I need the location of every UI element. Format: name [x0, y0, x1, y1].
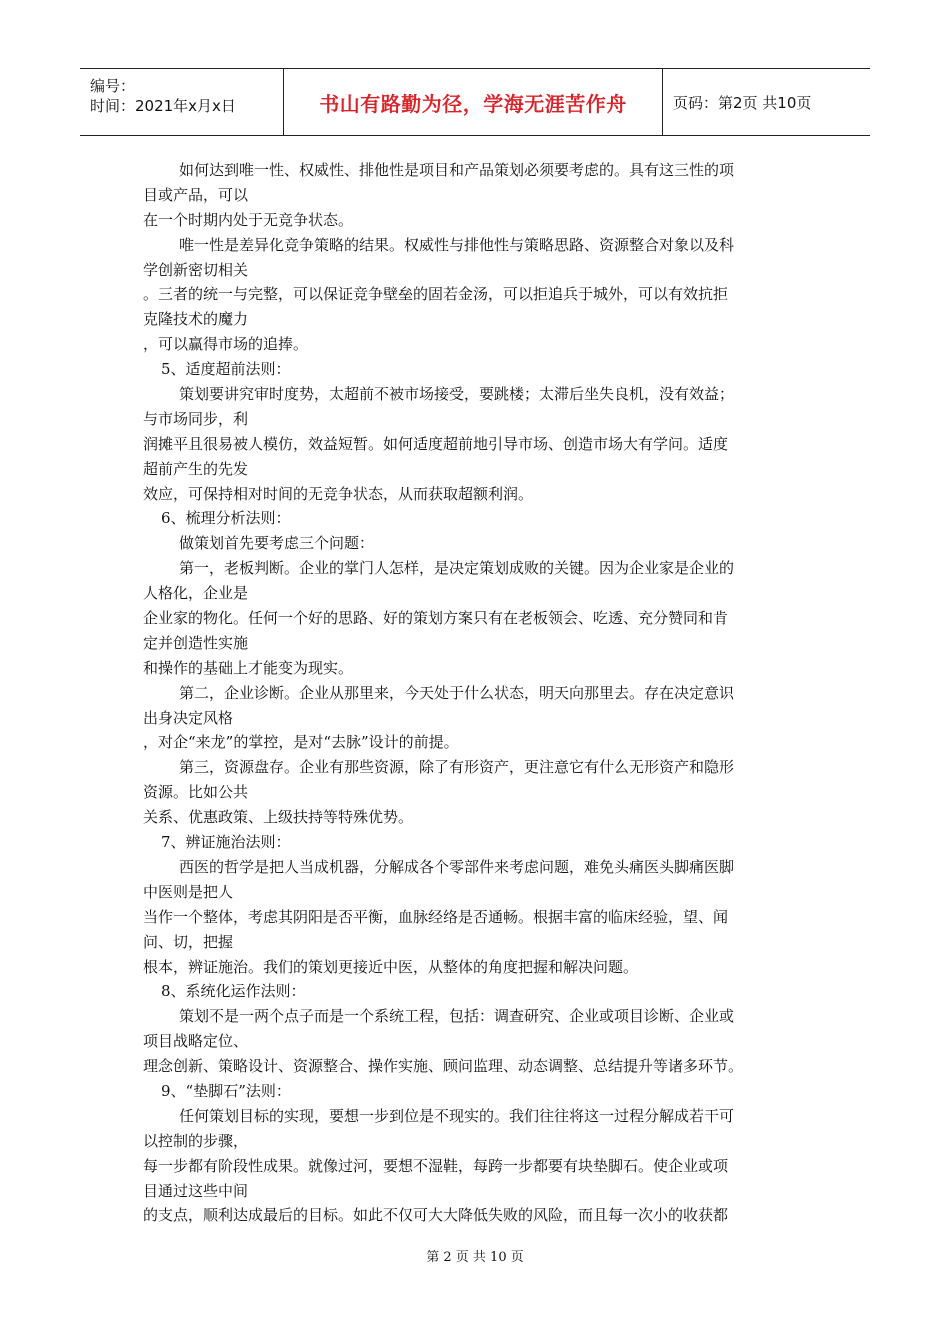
text-line: ，可以赢得市场的追捧。 [143, 335, 309, 354]
text-line: 的支点，顺利达成最后的目标。如此不仅可大大降低失败的风险，而且每一次小的收获都 [143, 1206, 729, 1225]
text-line: 8、系统化运作法则： [161, 982, 306, 1001]
text-line: 超前产生的先发 [143, 459, 249, 478]
text-line: 5、适度超前法则： [161, 360, 291, 379]
text-line: ，对企“来龙”的掌控，是对“去脉”设计的前提。 [143, 733, 459, 752]
text-line: 西医的哲学是把人当成机器，分解成各个零部件来考虑问题，难免头痛医头脚痛医脚 [179, 857, 735, 876]
text-line: 当作一个整体，考虑其阴阳是否平衡，血脉经络是否通畅。根据丰富的临床经验，望、闻 [143, 907, 729, 926]
text-line: 目通过这些中间 [143, 1181, 249, 1200]
text-line: 6、梳理分析法则： [161, 509, 291, 528]
header-page-label: 页码：第2页 共10页 [673, 93, 812, 112]
text-line: 9、“垫脚石”法则： [161, 1081, 291, 1100]
text-line: 中医则是把人 [143, 882, 234, 901]
text-line: 企业家的物化。任何一个好的思路、好的策划方案只有在老板领会、吃透、充分赞同和肯 [143, 609, 729, 628]
header-table [80, 68, 870, 136]
text-line: 如何达到唯一性、权威性、排他性是项目和产品策划必须要考虑的。具有这三性的项 [179, 161, 735, 179]
text-line: 策划不是一两个点子而是一个系统工程，包括：调查研究、企业或项目诊断、企业或 [179, 1007, 735, 1026]
text-line: 人格化，企业是 [143, 584, 249, 603]
text-line: 定并创造性实施 [143, 633, 249, 652]
text-line: 以控制的步骤， [143, 1131, 249, 1150]
text-line: 效应，可保持相对时间的无竞争状态，从而获取超额利润。 [143, 484, 534, 503]
text-line: 策划要讲究审时度势，太超前不被市场接受，要跳楼；太滞后坐失良机，没有效益； [179, 385, 735, 404]
date-label: 时间：2021年x月x日 [90, 97, 236, 115]
document-body [143, 158, 813, 1228]
text-line: 学创新密切相关 [143, 260, 249, 279]
text-line: 任何策划目标的实现，要想一步到位是不现实的。我们往往将这一过程分解成若干可 [179, 1106, 735, 1125]
text-line: 在一个时期内处于无竞争状态。 [143, 210, 354, 229]
text-line: 7、辨证施治法则： [161, 833, 291, 852]
text-line: 第一，老板判断。企业的掌门人怎样，是决定策划成败的关键。因为企业家是企业的 [179, 559, 735, 578]
text-line: 关系、优惠政策、上级扶持等特殊优势。 [143, 808, 414, 827]
header-meta [80, 69, 283, 135]
text-line: 。三者的统一与完整，可以保证竞争壁垒的固若金汤，可以拒追兵于城外，可以有效抗拒 [143, 285, 729, 304]
text-line: 润摊平且很易被人模仿，效益短暂。如何适度超前地引导市场、创造市场大有学问。适度 [143, 434, 729, 453]
page-footer: 第 2 页 共 10 页 [426, 1250, 524, 1265]
text-line: 根本，辨证施治。我们的策划更接近中医，从整体的角度把握和解决问题。 [143, 957, 639, 976]
header-motto: 书山有路勤为径，学海无涯苦作舟 [319, 91, 627, 116]
text-line: 唯一性是差异化竞争策略的结果。权威性与排他性与策略思路、资源整合对象以及科 [179, 235, 735, 254]
text-line: 出身决定风格 [143, 708, 234, 727]
text-line: 理念创新、策略设计、资源整合、操作实施、顾问监理、动态调整、总结提升等诸多环节。 [143, 1057, 744, 1076]
text-line: 做策划首先要考虑三个问题： [179, 534, 375, 553]
text-line: 每一步都有阶段性成果。就像过河，要想不湿鞋，每跨一步都要有块垫脚石。使企业或项 [143, 1156, 729, 1175]
text-line: 问、切，把握 [143, 932, 234, 951]
text-line: 和操作的基础上才能变为现实。 [143, 658, 354, 677]
text-line: 克隆技术的魔力 [143, 310, 249, 329]
text-line: 第二，企业诊断。企业从那里来，今天处于什么状态，明天向那里去。存在决定意识 [179, 683, 735, 702]
text-line: 与市场同步，利 [143, 409, 249, 428]
text-line: 项目战略定位、 [143, 1032, 249, 1051]
text-line: 第三，资源盘存。企业有那些资源，除了有形资产，更注意它有什么无形资产和隐形 [179, 758, 735, 777]
text-line: 目或产品，可以 [143, 185, 249, 204]
code-label: 编号： [90, 77, 136, 95]
text-line: 资源。比如公共 [143, 783, 249, 802]
